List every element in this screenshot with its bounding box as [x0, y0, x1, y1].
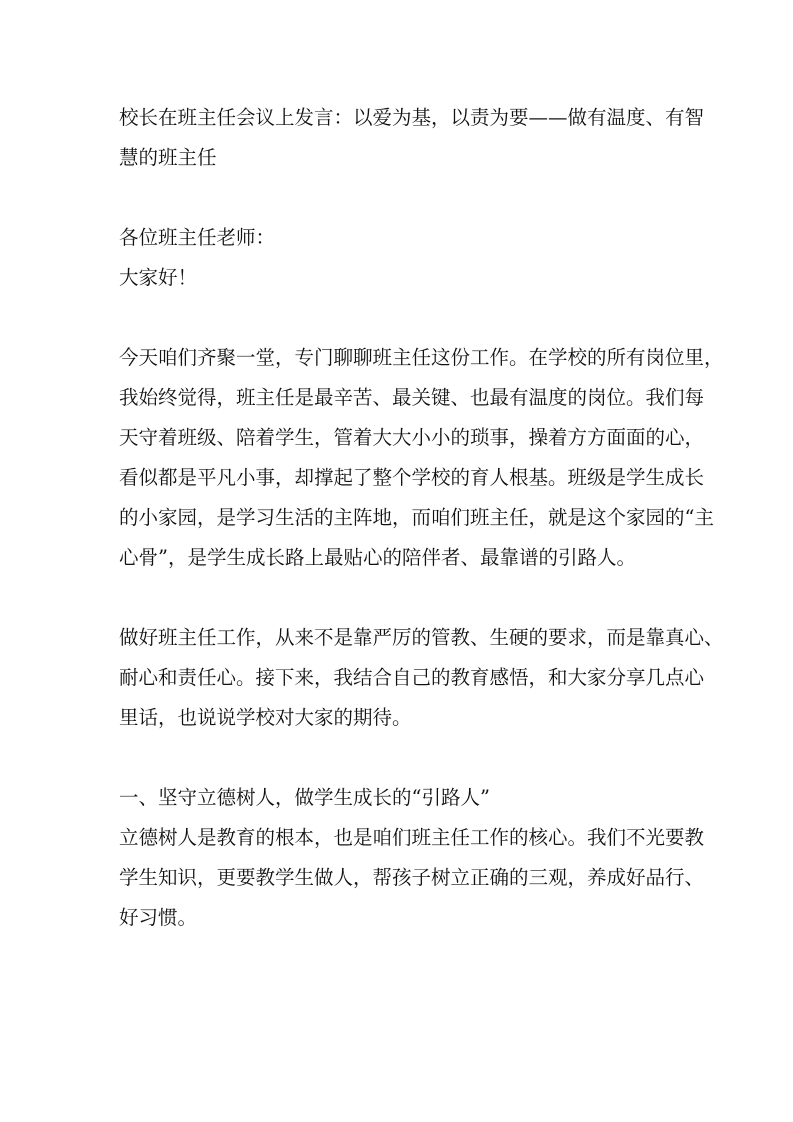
- section-1-body-line: 好习惯。: [119, 906, 198, 929]
- paragraph-2-line: 做好班主任工作，从来不是靠严厉的管教、生硬的要求，而是靠真心、: [119, 626, 724, 649]
- section-1-heading: 一、坚守立德树人，做学生成长的“引路人”: [119, 786, 490, 809]
- paragraph-2-line: 里话，也说说学校对大家的期待。: [119, 706, 412, 729]
- paragraph-1-line: 看似都是平凡小事，却撑起了整个学校的育人根基。班级是学生成长: [119, 466, 705, 489]
- paragraph-1-line: 心骨”，是学生成长路上最贴心的陪伴者、最靠谱的引路人。: [119, 546, 636, 569]
- document-title-line-2: 慧的班主任: [119, 146, 217, 169]
- paragraph-1-line: 天守着班级、陪着学生，管着大大小小的琐事，操着方方面面的心，: [119, 426, 705, 449]
- salutation: 各位班主任老师：: [119, 226, 276, 249]
- section-1-body-line: 学生知识，更要教学生做人，帮孩子树立正确的三观，养成好品行、: [119, 866, 705, 889]
- paragraph-1-line: 的小家园，是学习生活的主阵地，而咱们班主任，就是这个家园的“主: [119, 506, 714, 529]
- paragraph-2-line: 耐心和责任心。接下来，我结合自己的教育感悟，和大家分享几点心: [119, 666, 705, 689]
- paragraph-1-line: 我始终觉得，班主任是最辛苦、最关键、也最有温度的岗位。我们每: [119, 386, 705, 409]
- document-title-line-1: 校长在班主任会议上发言：以爱为基，以责为要——做有温度、有智: [119, 106, 705, 129]
- paragraph-1-line: 今天咱们齐聚一堂，专门聊聊班主任这份工作。在学校的所有岗位里，: [119, 346, 724, 369]
- greeting: 大家好！: [119, 266, 198, 289]
- section-1-body-line: 立德树人是教育的根本，也是咱们班主任工作的核心。我们不光要教: [119, 826, 705, 849]
